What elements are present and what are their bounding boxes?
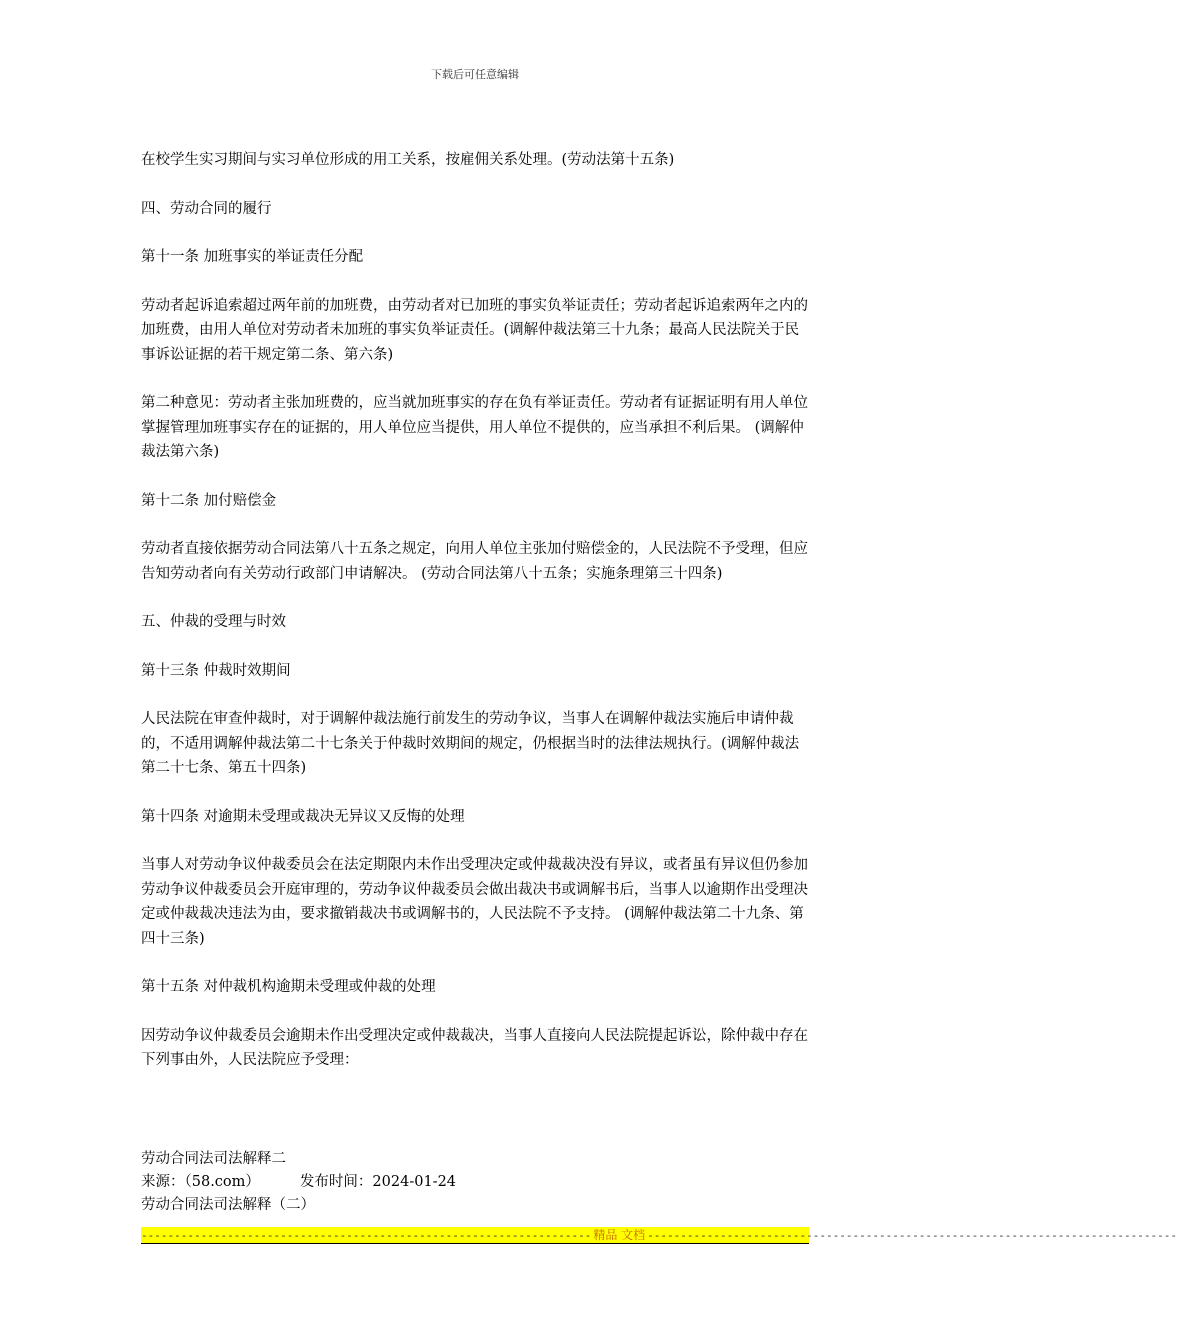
footer-underline xyxy=(141,1243,809,1244)
paragraph-student-internship: 在校学生实习期间与实习单位形成的用工关系，按雇佣关系处理。(劳动法第十五条) xyxy=(141,152,675,168)
paragraph-overdue-arbitration: 因劳动争议仲裁委员会逾期未作出受理决定或仲裁裁决，当事人直接向人民法院提起诉讼，除仲裁中存在下列事由外，人民法院应予受理： xyxy=(141,1027,808,1068)
paragraph-overtime-burden: 劳动者起诉追索超过两年前的加班费，由劳动者对已加班的事实负举证责任；劳动者起诉追索两年之内的加班费，由用人单位对劳动者未加班的事实负举证责任。(调解仲裁法第三十九条；最高人民法院关于民事诉讼证据的若干规定第二条、第六条) xyxy=(141,297,808,363)
article-heading-11: 第十一条 加班事实的举证责任分配 xyxy=(141,249,364,265)
section-heading-arbitration: 五、仲裁的受理与时效 xyxy=(141,614,286,630)
paragraph-overdue-no-objection: 当事人对劳动争议仲裁委员会在法定期限内未作出受理决定或仲裁裁决没有异议，或者虽有异议但仍参加劳动争议仲裁委员会开庭审理的，劳动争议仲裁委员会做出裁决书或调解书后，当事人以逾期作出受理决定或仲裁裁决违法为由，要求撤销裁决书或调解书的，人民法院不予支持。 (调解仲裁法第二十九条、第四十三条) xyxy=(141,857,808,947)
source-info xyxy=(141,1148,813,1217)
article-heading-14: 第十四条 对逾期未受理或裁决无异议又反悔的处理 xyxy=(141,808,465,825)
footer-left-dashes: -------------------------------------------------------------------- xyxy=(141,1229,592,1242)
section-heading-contract-performance: 四、劳动合同的履行 xyxy=(141,200,272,217)
publish-date: 发布时间：2024-01-24 xyxy=(299,1174,457,1190)
article-heading-12: 第十二条 加付赔偿金 xyxy=(141,492,277,509)
page-header-note: 下载后可任意编辑 xyxy=(431,68,519,81)
paragraph-additional-compensation: 劳动者直接依据劳动合同法第八十五条之规定，向用人单位主张加付赔偿金的，人民法院不予受理，但应告知劳动者向有关劳动行政部门申请解决。 (劳动合同法第八十五条；实施条理第三十四条) xyxy=(141,541,808,582)
footer-banner xyxy=(141,1227,1177,1244)
article-heading-15: 第十五条 对仲裁机构逾期未受理或仲裁的处理 xyxy=(141,979,436,995)
source-meta-line xyxy=(141,1171,813,1194)
document-body xyxy=(141,148,813,1097)
article-heading-13: 第十三条 仲裁时效期间 xyxy=(141,662,291,679)
source-label: 来源：（58.com） xyxy=(141,1174,260,1190)
source-title: 劳动合同法司法解释二 xyxy=(141,1151,286,1167)
footer-right-dashes: -------------------------------------------------------------------------------- xyxy=(647,1229,1177,1242)
source-subtitle: 劳动合同法司法解释（二） xyxy=(141,1197,315,1213)
footer-label: 精品 文档 xyxy=(593,1228,646,1242)
paragraph-arbitration-limitation: 人民法院在审查仲裁时，对于调解仲裁法施行前发生的劳动争议，当事人在调解仲裁法实施后申请仲裁的，不适用调解仲裁法第二十七条关于仲裁时效期间的规定，仍根据当时的法律法规执行。(调解仲裁法第二十七条、第五十四条) xyxy=(141,711,800,776)
paragraph-second-opinion: 第二种意见：劳动者主张加班费的，应当就加班事实的存在负有举证责任。劳动者有证据证明有用人单位掌握管理加班事实存在的证据的，用人单位应当提供，用人单位不提供的，应当承担不利后果。 (调解仲裁法第六条) xyxy=(141,395,808,460)
